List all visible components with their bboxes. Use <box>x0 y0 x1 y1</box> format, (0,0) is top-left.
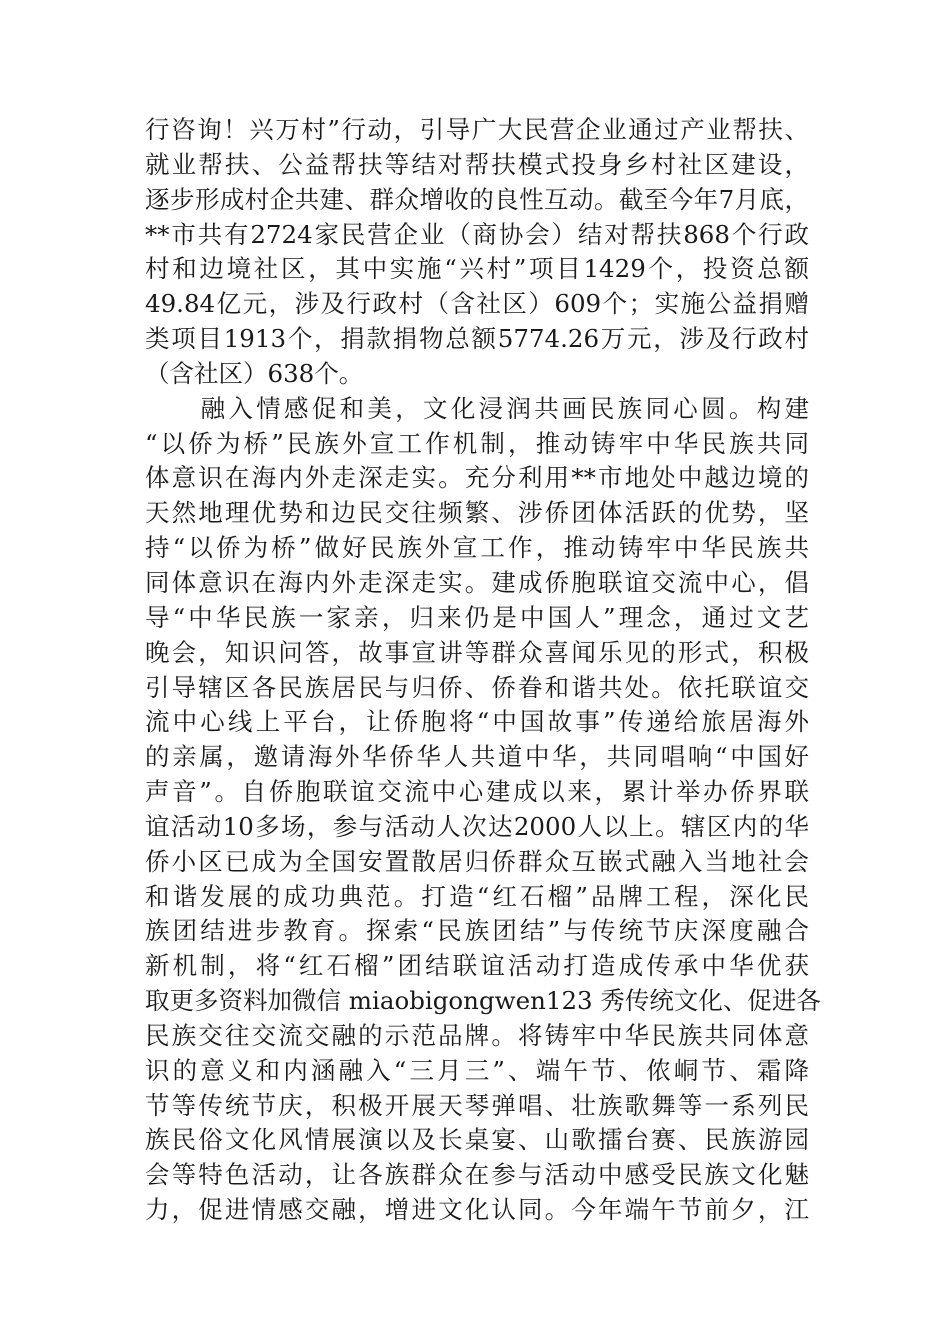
text-line: 融入情感促和美，文化浸润共画民族同心圆。构建 <box>145 393 809 423</box>
text-line: 流中心线上平台，让侨胞将“中国故事”传递给旅居海外 <box>145 707 809 737</box>
text-line: 节等传统节庆，积极开展天琴弹唱、壮族歌舞等一系列民 <box>145 1090 809 1120</box>
text-line: （含社区）638个。 <box>145 358 364 388</box>
text-line: “以侨为桥”民族外宣工作机制，推动铸牢中华民族共同 <box>145 428 809 458</box>
text-line: 晚会，知识问答，故事宣讲等群众喜闻乐见的形式，积极 <box>145 637 809 667</box>
text-line: 侨小区已成为全国安置散居归侨群众互嵌式融入当地社会 <box>145 846 809 876</box>
text-line: 和谐发展的成功典范。打造“红石榴”品牌工程，深化民 <box>145 881 809 911</box>
text-line: 取更多资料加微信 miaobigongwen123 秀传统文化、促进各 <box>145 986 821 1016</box>
text-line: 同体意识在海内外走深走实。建成侨胞联谊交流中心，倡 <box>145 567 809 597</box>
text-line: 导“中华民族一家亲，归来仍是中国人”理念，通过文艺 <box>145 602 809 632</box>
text-line: 引导辖区各民族居民与归侨、侨眷和谐共处。依托联谊交 <box>145 672 809 702</box>
text-line: 天然地理优势和边民交往频繁、涉侨团体活跃的优势，坚 <box>145 498 809 528</box>
text-line: 民族交往交流交融的示范品牌。将铸牢中华民族共同体意 <box>145 1020 809 1050</box>
text-line: **市共有2724家民营企业（商协会）结对帮扶868个行政 <box>145 219 809 249</box>
text-line: 类项目1913个，捐款捐物总额5774.26万元，涉及行政村 <box>145 324 809 354</box>
text-line: 力，促进情感交融，增进文化认同。今年端午节前夕，江 <box>145 1195 809 1225</box>
text-line: 的亲属，邀请海外华侨华人共道中华，共同唱响“中国好 <box>145 742 809 772</box>
text-line: 识的意义和内涵融入“三月三”、端午节、侬峒节、霜降 <box>145 1055 809 1085</box>
text-line: 新机制，将“红石榴”团结联谊活动打造成传承中华优获 <box>145 951 809 981</box>
text-line: 声音”。自侨胞联谊交流中心建成以来，累计举办侨界联 <box>145 777 809 807</box>
text-line: 会等特色活动，让各族群众在参与活动中感受民族文化魅 <box>145 1160 809 1190</box>
text-line: 族民俗文化风情展演以及长桌宴、山歌擂台赛、民族游园 <box>145 1125 809 1155</box>
text-line: 族团结进步教育。探索“民族团结”与传统节庆深度融合 <box>145 916 809 946</box>
text-line: 持“以侨为桥”做好民族外宣工作，推动铸牢中华民族共 <box>145 533 809 563</box>
text-line: 村和边境社区，其中实施“兴村”项目1429个，投资总额 <box>145 254 809 284</box>
document-body-text <box>145 113 821 1228</box>
text-line: 行咨询！兴万村”行动，引导广大民营企业通过产业帮扶、 <box>145 115 809 144</box>
text-line: 逐步形成村企共建、群众增收的良性互动。截至今年7月底， <box>145 184 809 214</box>
text-line: 49.84亿元，涉及行政村（含社区）609个；实施公益捐赠 <box>145 289 809 319</box>
text-line: 谊活动10多场，参与活动人次达2000人以上。辖区内的华 <box>145 811 809 841</box>
text-line: 体意识在海内外走深走实。充分利用**市地处中越边境的 <box>145 463 809 493</box>
text-line: 就业帮扶、公益帮扶等结对帮扶模式投身乡村社区建设， <box>145 149 809 179</box>
